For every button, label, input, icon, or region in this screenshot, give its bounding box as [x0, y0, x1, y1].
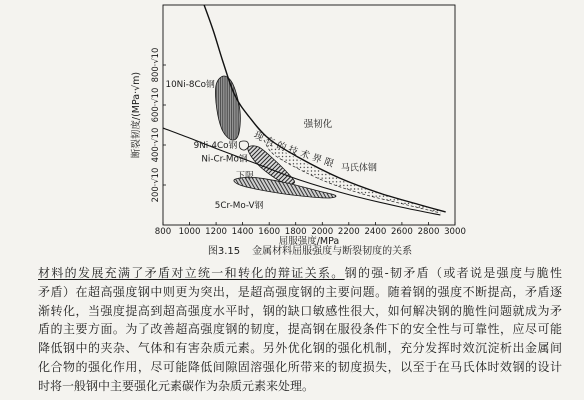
x-tick-label: 2400 [364, 227, 387, 237]
x-tick-label: 2600 [390, 227, 413, 237]
curve-label: 下限 [236, 171, 255, 182]
figure-caption [130, 245, 490, 258]
curve-label-text: 现有的技术界限 [251, 129, 338, 171]
body-line-text: 钢的强-韧矛盾（或者说是强度与脆性 [344, 266, 562, 280]
region-layer [215, 76, 336, 198]
body-paragraph [38, 264, 562, 396]
annotation-label: 强韧化 [303, 119, 333, 130]
y-axis-title: 断裂韧度/(MPa·√m) [131, 71, 142, 159]
x-tick-label: 1000 [178, 227, 201, 237]
body-line: 渐转化，当强度提高到超高强度水平时，钢的缺口敏感性很大，如何解决钢的脆性问题就成为矛 [38, 303, 562, 318]
x-tick-label: 800 [154, 227, 172, 237]
x-tick-label: 2800 [417, 227, 440, 237]
y-tick-label: 800·√10 [150, 47, 160, 83]
figure-title: 金属材料屈服强度与断裂韧度的关系 [252, 246, 413, 257]
band-label: 马氏体钢 [340, 163, 377, 174]
figure-number: 图3.15 [207, 246, 241, 257]
body-line [38, 264, 562, 283]
region-9ni-4co [239, 141, 248, 150]
y-tick-label: 200·√10 [150, 167, 160, 203]
body-line: 化合物的强化作用，尽可能降低间隙固溶强化所带来的韧度损失，以至于在马氏体时效钢的设计 [38, 359, 562, 374]
region-label: Ni-Cr-Mo钢 [201, 154, 248, 165]
x-tick-label: 2000 [311, 227, 334, 237]
region-label: 10Ni-8Co钢 [165, 80, 215, 90]
region-10ni-8co [215, 76, 240, 140]
region-label: 9Ni-4Co钢 [193, 141, 238, 151]
underlined-thesis-sentence: 材料的发展充满了矛盾对立统一和转化的辩证关系。 [38, 266, 345, 280]
x-tick-label: 1600 [258, 227, 281, 237]
curve-layer [163, 5, 446, 215]
x-axis-title: 屈服强度/MPa [278, 236, 340, 246]
body-line: 降低钢中的夹杂、气体和有害杂质元素。另外优化钢的强化机制，充分发挥时效沉淀析出金属间 [38, 341, 562, 356]
x-tick-label: 1400 [231, 227, 254, 237]
y-tick-label: 600·√10 [150, 87, 160, 123]
body-line: 矛盾）在超高强度钢中则更为突出，是超高强度钢的主要问题。随着钢的强度不断提高，矛盾逐 [38, 284, 562, 299]
x-tick-label: 1800 [284, 227, 307, 237]
region-label: 5Cr-Mo-V钢 [214, 201, 264, 211]
x-tick-label: 2200 [337, 227, 360, 237]
body-line: 盾的主要方面。为了改善超高强度钢的韧度，提高钢在服役条件下的安全性与可靠性，应尽可能 [38, 322, 562, 337]
body-line: 时将一般钢中主要强化元素碳作为杂质元素来处理。 [38, 378, 315, 393]
x-tick-label: 1200 [205, 227, 228, 237]
y-tick-label: 400·√10 [150, 127, 160, 163]
x-tick-label: 3000 [444, 227, 466, 237]
